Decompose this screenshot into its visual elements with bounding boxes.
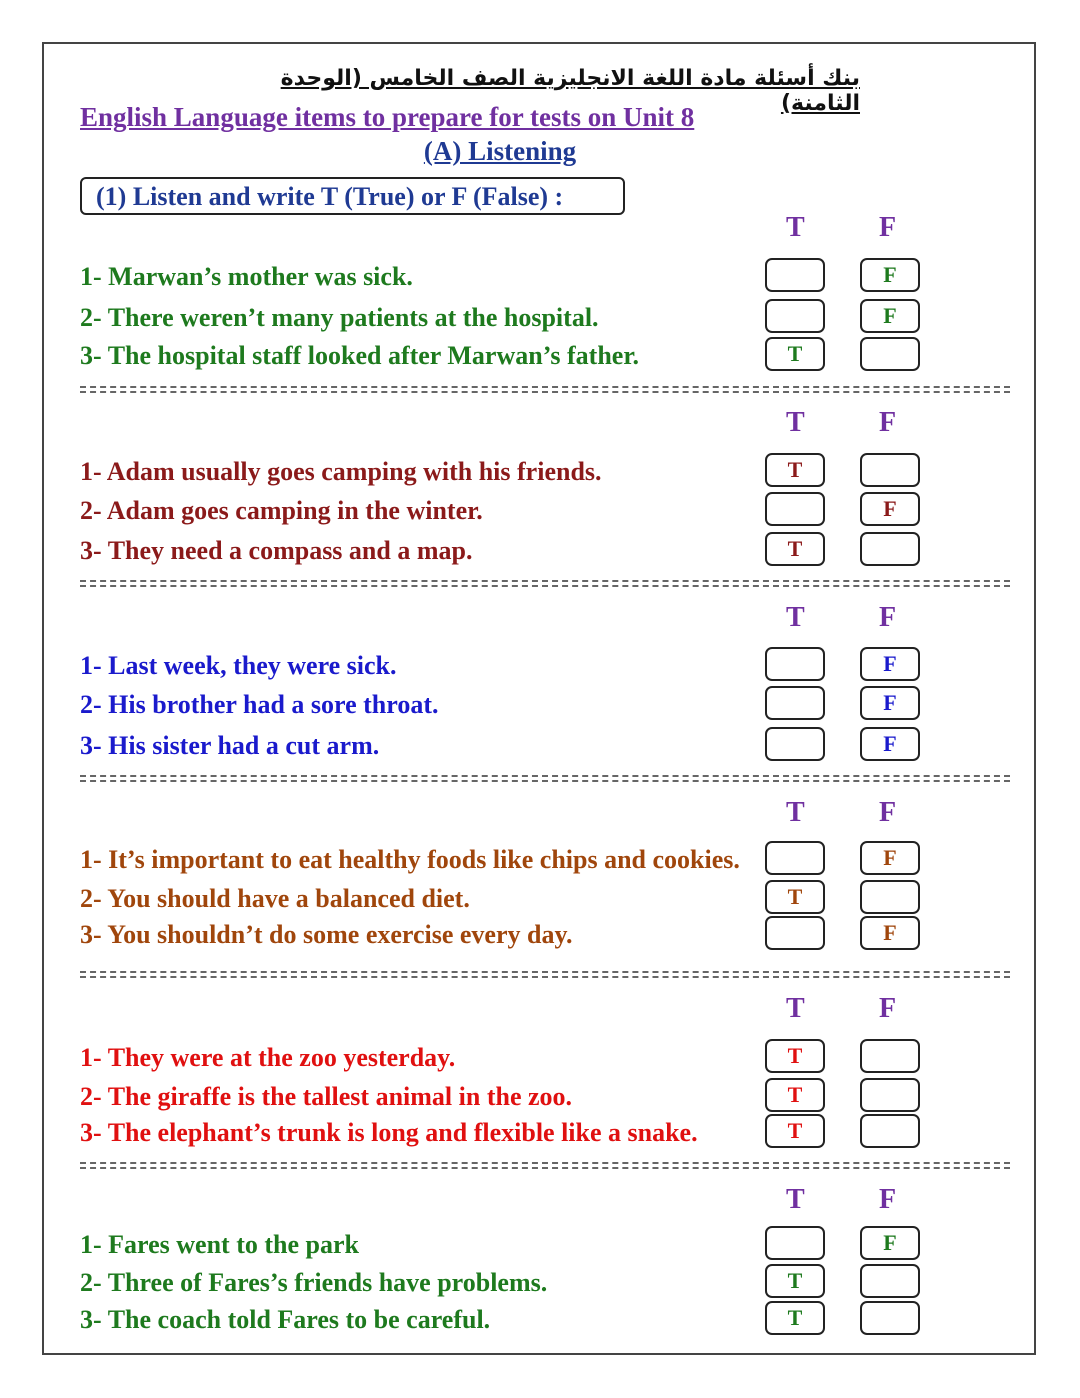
true-answer-box[interactable]: [765, 841, 825, 875]
false-column-header: F: [879, 797, 897, 828]
true-answer-box[interactable]: [765, 727, 825, 761]
section-title: (A) Listening: [423, 136, 577, 166]
question-text: 2- Three of Fares’s friends have problems.: [80, 1268, 548, 1297]
false-answer-box[interactable]: F: [860, 258, 920, 292]
question-text: 1- It’s important to eat healthy foods like chips and cookies.: [80, 845, 740, 874]
english-title: English Language items to prepare for tests on Unit 8: [80, 102, 695, 132]
true-column-header: T: [786, 1184, 805, 1215]
true-column-header: T: [786, 993, 805, 1024]
section-divider: [80, 775, 1010, 782]
true-answer-box[interactable]: T: [765, 1301, 825, 1335]
true-answer-box[interactable]: T: [765, 1078, 825, 1112]
section-divider: [80, 386, 1010, 393]
true-column-header: T: [786, 407, 805, 438]
false-answer-box[interactable]: [860, 453, 920, 487]
section-divider: [80, 971, 1010, 978]
question-text: 3- The coach told Fares to be careful.: [80, 1305, 491, 1334]
question-text: 2- Adam goes camping in the winter.: [80, 496, 483, 525]
true-answer-box[interactable]: [765, 647, 825, 681]
section-divider: [80, 580, 1010, 587]
false-answer-box[interactable]: [860, 1264, 920, 1298]
question-text: 3- His sister had a cut arm.: [80, 731, 380, 760]
false-answer-box[interactable]: F: [860, 492, 920, 526]
false-answer-box[interactable]: [860, 337, 920, 371]
true-answer-box[interactable]: [765, 1226, 825, 1260]
true-answer-box[interactable]: [765, 299, 825, 333]
true-answer-box[interactable]: [765, 492, 825, 526]
question-text: 1- Adam usually goes camping with his friends.: [80, 457, 602, 486]
true-answer-box[interactable]: [765, 916, 825, 950]
false-answer-box[interactable]: [860, 1078, 920, 1112]
question-text: 1- Marwan’s mother was sick.: [80, 262, 413, 291]
false-column-header: F: [879, 602, 897, 633]
false-answer-box[interactable]: [860, 1039, 920, 1073]
false-column-header: F: [879, 993, 897, 1024]
false-answer-box[interactable]: F: [860, 841, 920, 875]
true-answer-box[interactable]: T: [765, 532, 825, 566]
false-column-header: F: [879, 1184, 897, 1215]
arabic-title: بنك أسئلة مادة اللغة الانجليزية الصف الخامس (الوحدة الثامنة): [280, 66, 860, 116]
question-text: 3- You shouldn’t do some exercise every day.: [80, 920, 573, 949]
question-text: 2- You should have a balanced diet.: [80, 884, 470, 913]
false-answer-box[interactable]: F: [860, 686, 920, 720]
false-answer-box[interactable]: F: [860, 647, 920, 681]
false-answer-box[interactable]: [860, 880, 920, 914]
section-divider: [80, 1162, 1010, 1169]
false-answer-box[interactable]: [860, 532, 920, 566]
question-text: 2- There weren’t many patients at the hospital.: [80, 303, 599, 332]
question-text: 1- Last week, they were sick.: [80, 651, 397, 680]
question-text: 1- They were at the zoo yesterday.: [80, 1043, 456, 1072]
question-text: 2- The giraffe is the tallest animal in the zoo.: [80, 1082, 573, 1111]
true-answer-box[interactable]: [765, 258, 825, 292]
true-answer-box[interactable]: T: [765, 1264, 825, 1298]
true-column-header: T: [786, 602, 805, 633]
false-column-header: F: [879, 212, 897, 243]
false-answer-box[interactable]: [860, 1301, 920, 1335]
true-answer-box[interactable]: [765, 686, 825, 720]
true-answer-box[interactable]: T: [765, 453, 825, 487]
false-answer-box[interactable]: F: [860, 727, 920, 761]
false-answer-box[interactable]: F: [860, 1226, 920, 1260]
false-answer-box[interactable]: F: [860, 299, 920, 333]
true-column-header: T: [786, 212, 805, 243]
false-answer-box[interactable]: [860, 1114, 920, 1148]
question-text: 3- The elephant’s trunk is long and flexible like a snake.: [80, 1118, 698, 1147]
question-text: 3- They need a compass and a map.: [80, 536, 473, 565]
true-answer-box[interactable]: T: [765, 1039, 825, 1073]
false-column-header: F: [879, 407, 897, 438]
false-answer-box[interactable]: F: [860, 916, 920, 950]
question-text: 1- Fares went to the park: [80, 1230, 359, 1259]
true-answer-box[interactable]: T: [765, 880, 825, 914]
question-text: 3- The hospital staff looked after Marwan’s father.: [80, 341, 639, 370]
true-column-header: T: [786, 797, 805, 828]
question-text: 2- His brother had a sore throat.: [80, 690, 439, 719]
true-answer-box[interactable]: T: [765, 337, 825, 371]
true-answer-box[interactable]: T: [765, 1114, 825, 1148]
instruction-box: (1) Listen and write T (True) or F (False) :: [80, 177, 625, 215]
